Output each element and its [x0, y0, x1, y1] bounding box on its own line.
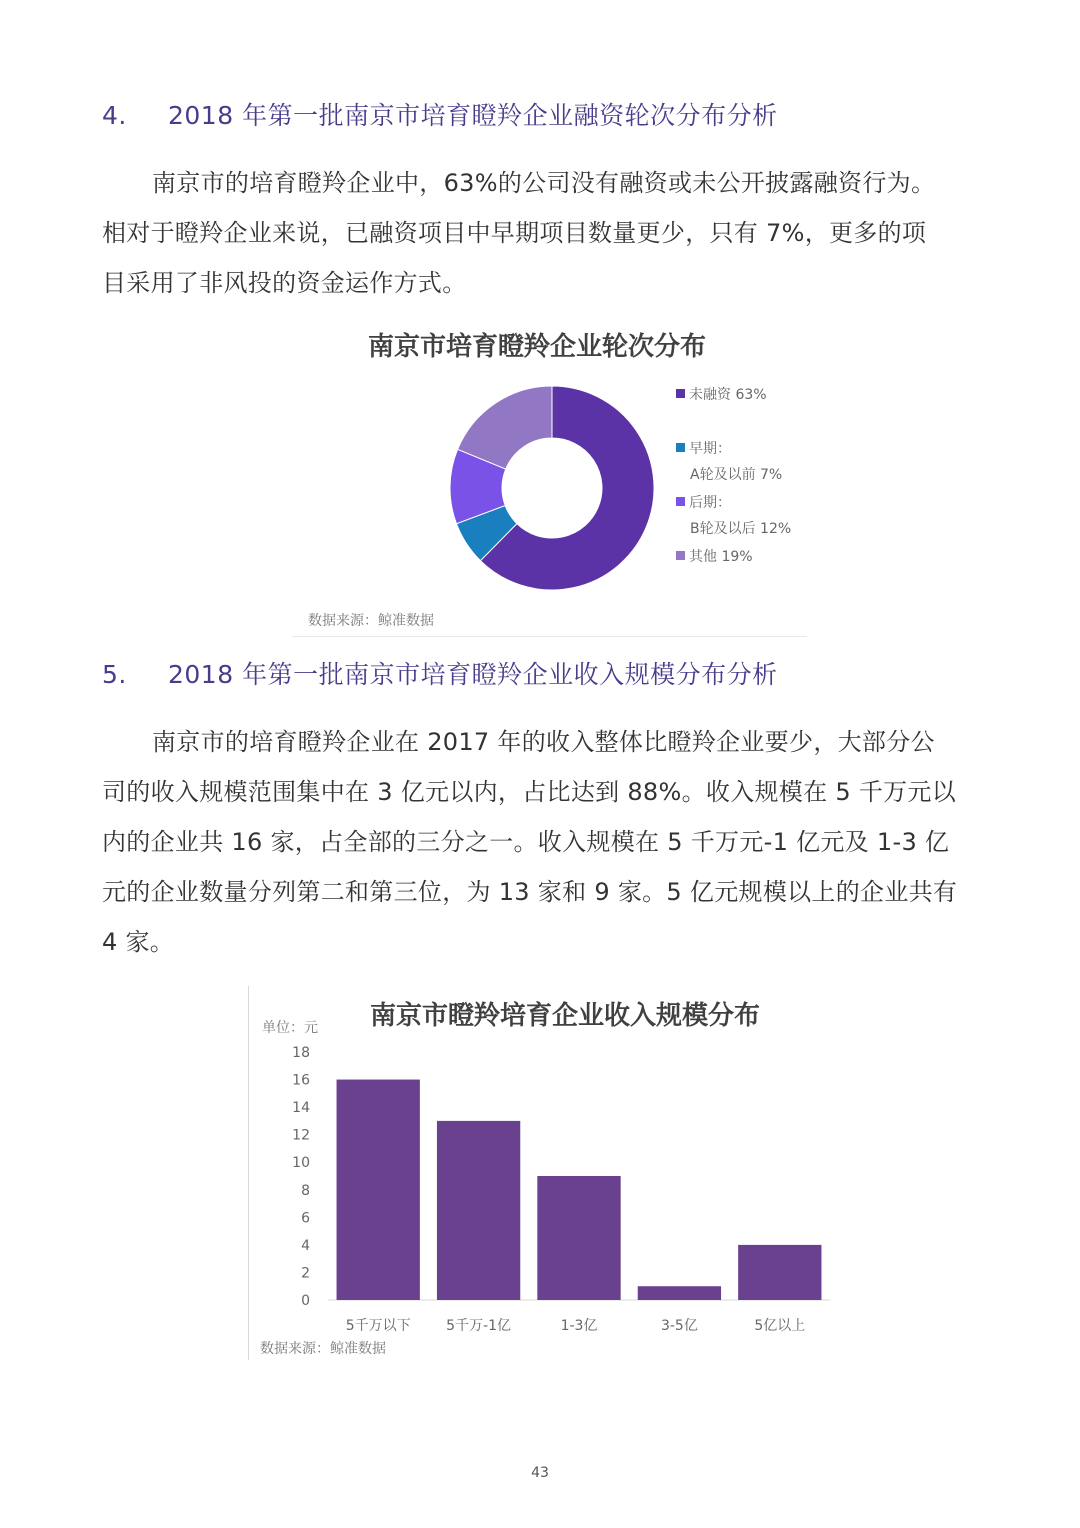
- chart-frame-line: [248, 986, 249, 1360]
- section-5-title: 2018 年第一批南京市培育瞪羚企业收入规模分布分析: [168, 660, 778, 689]
- section-5-heading: [102, 655, 778, 691]
- section-4-paragraph: [102, 158, 982, 308]
- legend-item-unfunded: [676, 384, 767, 404]
- legend-swatch: [676, 551, 685, 560]
- page-number: 43: [531, 1465, 549, 1481]
- y-tick-label: 18: [292, 1045, 310, 1061]
- legend-swatch: [676, 389, 685, 398]
- legend-label: 未融资 63%: [689, 387, 767, 403]
- legend-sublabel: B轮及以后 12%: [690, 521, 792, 537]
- section-5-number: 5.: [102, 660, 127, 689]
- x-tick-label: 5千万-1亿: [446, 1318, 512, 1334]
- donut-chart: [440, 376, 665, 601]
- section-4-heading: [102, 96, 778, 132]
- legend-label: 后期：: [689, 495, 731, 511]
- donut-chart-source: 数据来源：鲸准数据: [308, 613, 434, 629]
- x-tick-label: 3-5亿: [660, 1318, 698, 1334]
- paragraph-line: 司的收入规模范围集中在 3 亿元以内，占比达到 88%。收入规模在 5 千万元以: [102, 778, 957, 806]
- y-tick-label: 14: [292, 1100, 310, 1117]
- bar: [738, 1245, 821, 1300]
- legend-swatch: [676, 443, 685, 452]
- paragraph-line: 目采用了非风投的资金运作方式。: [102, 269, 467, 297]
- y-tick-label: 4: [301, 1237, 310, 1254]
- y-tick-label: 0: [301, 1293, 310, 1309]
- legend-item-early: [676, 438, 731, 458]
- bar-chart-unit: 单位：元: [262, 1020, 318, 1036]
- paragraph-line: 相对于瞪羚企业来说，已融资项目中早期项目数量更少，只有 7%，更多的项: [102, 219, 927, 247]
- y-tick-label: 2: [301, 1265, 310, 1282]
- donut-chart-title: 南京市培育瞪羚企业轮次分布: [368, 332, 707, 362]
- legend-label: 早期：: [689, 441, 731, 457]
- y-tick-label: 10: [292, 1155, 310, 1172]
- paragraph-line: 4 家。: [102, 928, 175, 956]
- y-tick-label: 8: [301, 1182, 310, 1199]
- y-tick-label: 16: [292, 1072, 310, 1089]
- bar-chart-source: 数据来源：鲸准数据: [260, 1341, 386, 1357]
- y-tick-label: 12: [292, 1127, 310, 1144]
- chart-divider: [292, 636, 807, 637]
- legend-label: 其他 19%: [689, 549, 753, 565]
- section-4-number: 4.: [102, 101, 127, 130]
- legend-item-late: [676, 492, 731, 512]
- paragraph-line: 内的企业共 16 家，占全部的三分之一。收入规模在 5 千万元-1 亿元及 1-3 亿: [102, 828, 950, 856]
- x-tick-label: 5亿以上: [754, 1318, 806, 1334]
- section-5-paragraph: [102, 717, 982, 967]
- paragraph-line: 南京市的培育瞪羚企业中，63%的公司没有融资或未公开披露融资行为。: [152, 169, 936, 197]
- x-tick-label: 1-3亿: [560, 1318, 598, 1334]
- legend-sublabel: A轮及以前 7%: [690, 467, 783, 483]
- bar: [638, 1286, 721, 1300]
- bar: [537, 1176, 620, 1300]
- legend-item-other: [676, 546, 753, 566]
- paragraph-line: 南京市的培育瞪羚企业在 2017 年的收入整体比瞪羚企业要少，大部分公: [152, 728, 935, 756]
- x-tick-label: 5千万以下: [345, 1318, 411, 1334]
- legend-swatch: [676, 497, 685, 506]
- bar: [337, 1080, 420, 1300]
- bar: [437, 1121, 520, 1300]
- section-4-title: 2018 年第一批南京市培育瞪羚企业融资轮次分布分析: [168, 101, 778, 130]
- y-tick-label: 6: [301, 1210, 310, 1227]
- bar-chart-title: 南京市瞪羚培育企业收入规模分布: [370, 1001, 761, 1031]
- paragraph-line: 元的企业数量分列第二和第三位，为 13 家和 9 家。5 亿元规模以上的企业共有: [102, 878, 958, 906]
- bar-chart: [250, 1036, 850, 1336]
